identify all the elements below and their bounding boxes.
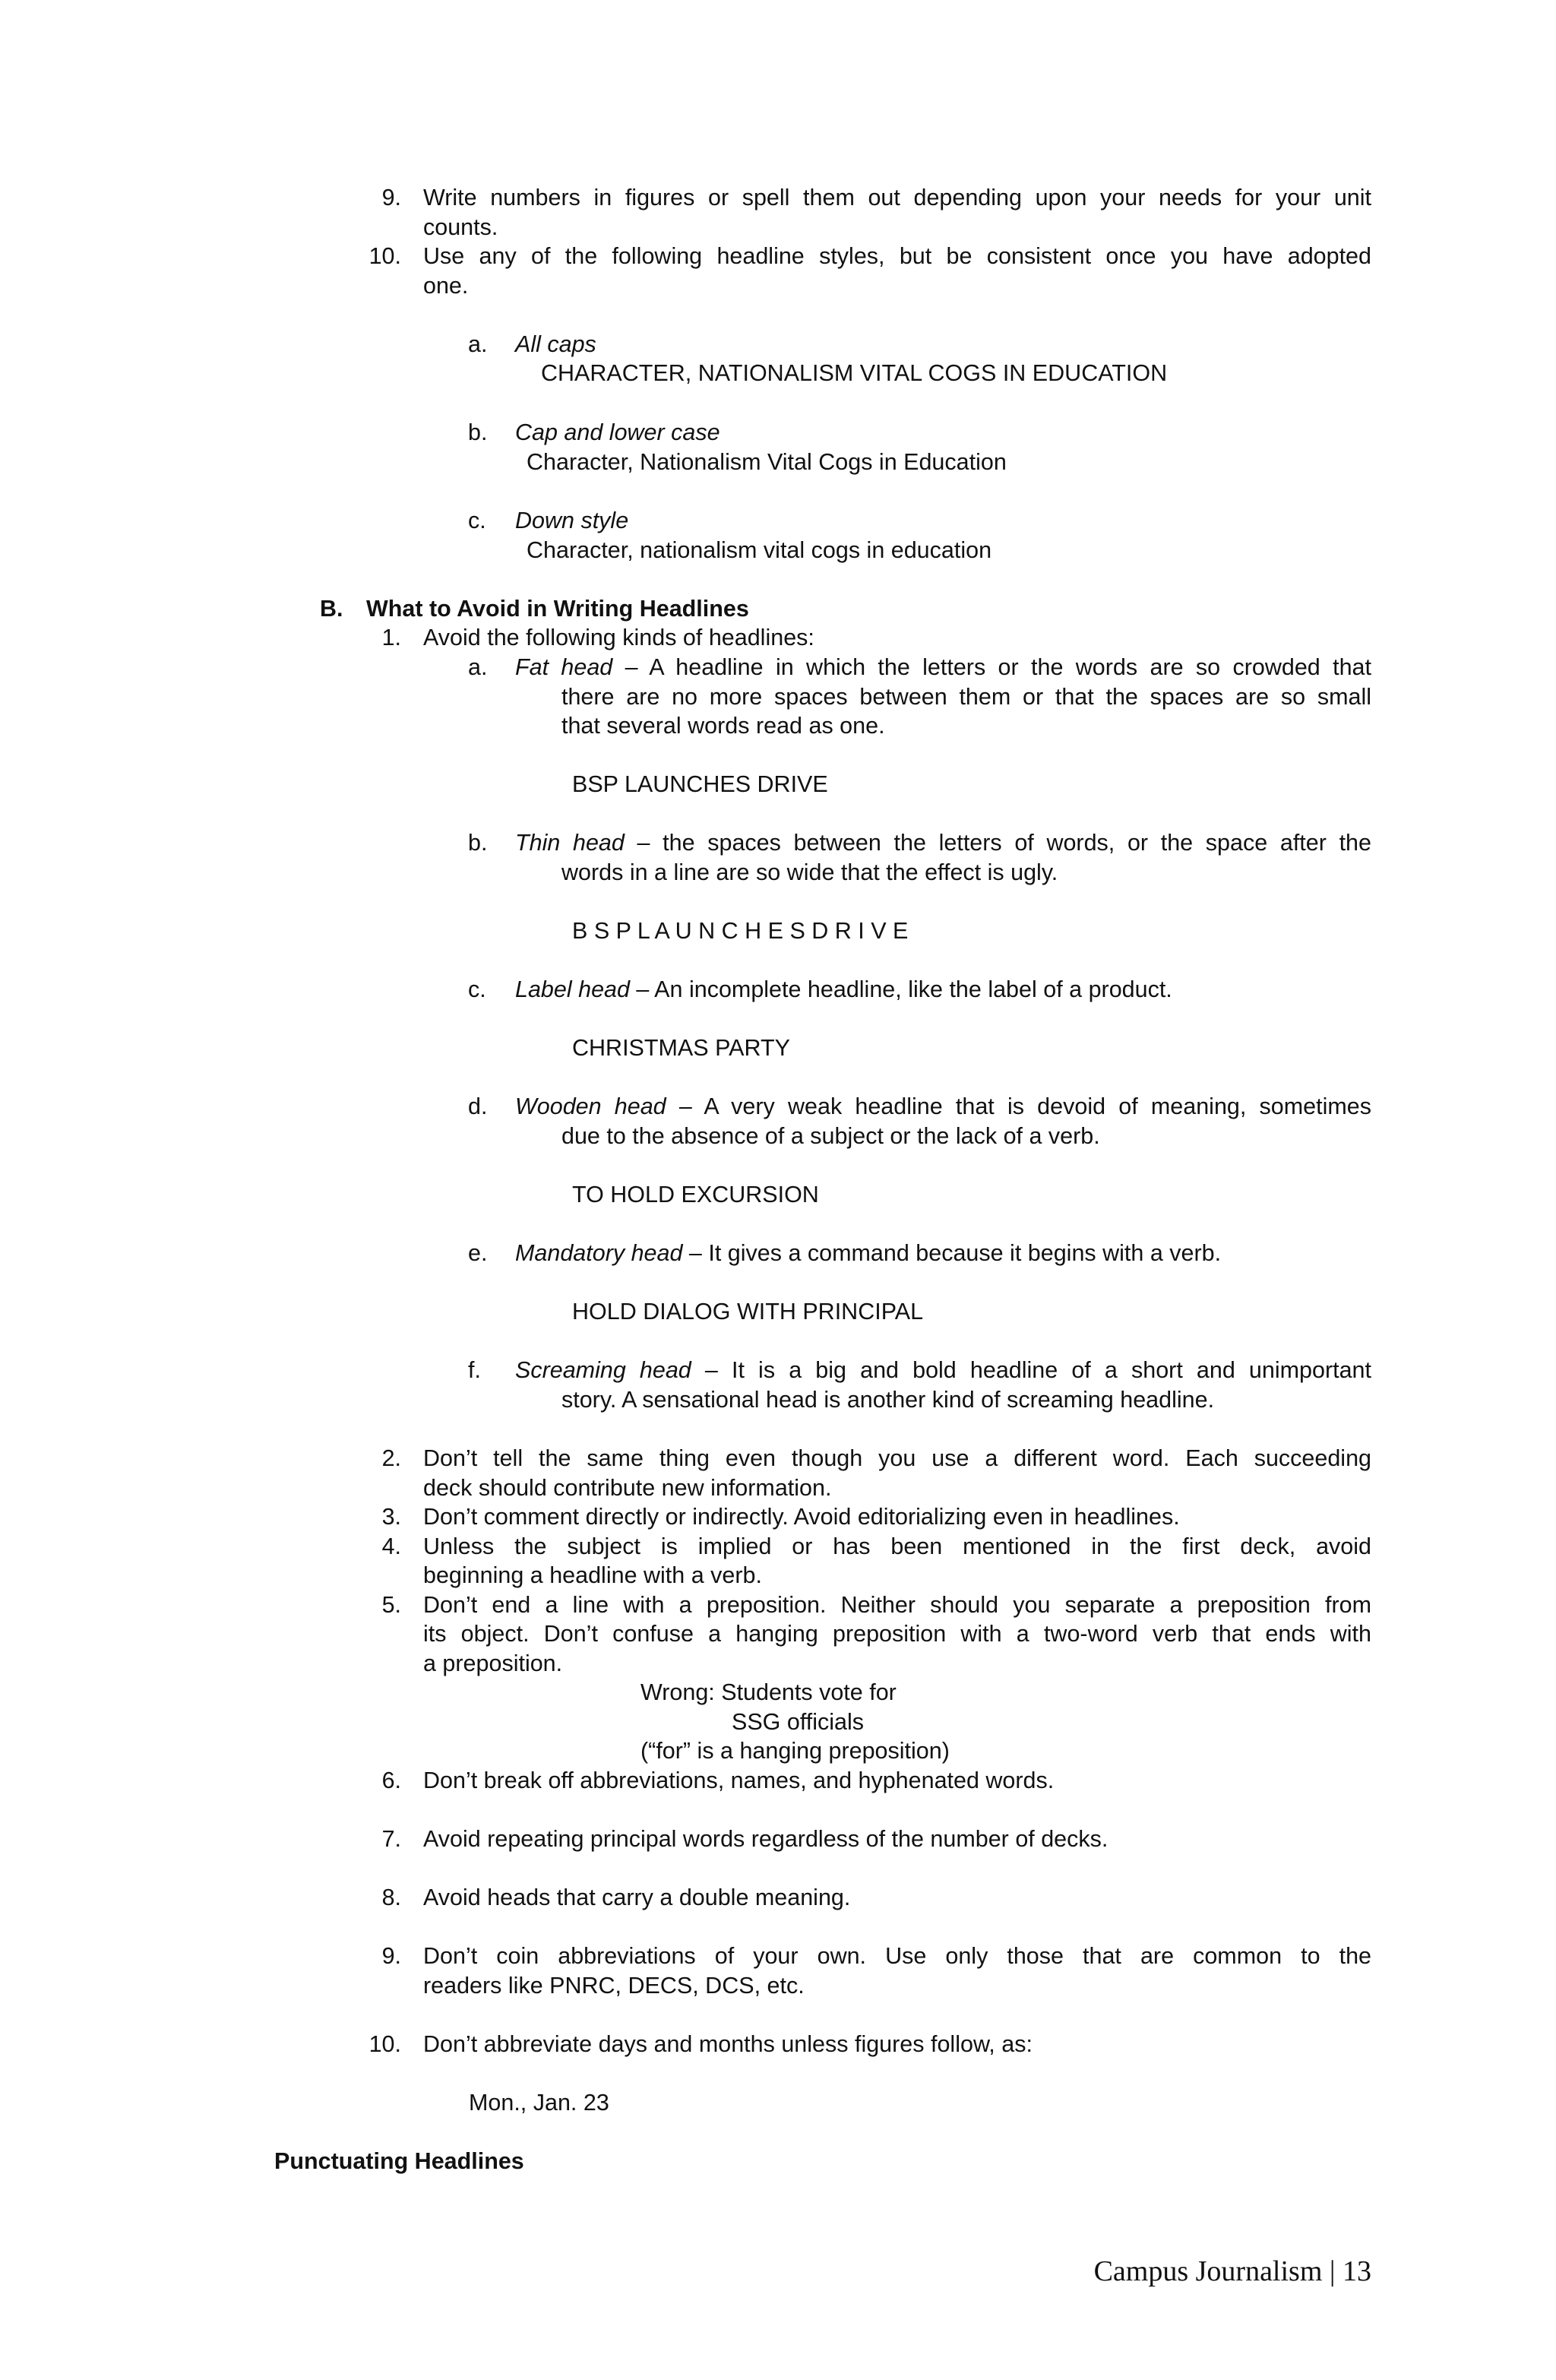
kind-example: B S P L A U N C H E S D R I V E [572,918,909,944]
style-example: Character, nationalism vital cogs in education [527,537,992,563]
rule-text: Don’t tell the same thing even though you use a different word. Each succeeding [423,1445,1371,1471]
kind-example: HOLD DIALOG WITH PRINCIPAL [572,1299,924,1325]
rule-text: Don’t abbreviate days and months unless figures follow, as: [423,2031,1033,2057]
list-number: 8. [381,1885,401,1910]
kind-name: Mandatory head [515,1240,683,1266]
kind-letter: b. [468,830,488,856]
rule-text: readers like PNRC, DECS, DCS, etc. [423,1973,805,1999]
rule-text: Unless the subject is implied or has been mentioned in the first deck, avoid [423,1533,1371,1559]
rule-text: deck should contribute new information. [423,1475,832,1501]
kind-description: due to the absence of a subject or the lack of a verb. [561,1123,1100,1149]
rule-text: Avoid heads that carry a double meaning. [423,1885,851,1910]
list-number: 10. [368,2031,401,2057]
kind-letter: d. [468,1093,488,1119]
kind-name: Fat head [515,654,613,680]
rule-text: Don’t end a line with a preposition. Neither should you separate a preposition from [423,1592,1371,1618]
rule-text: Avoid repeating principal words regardless of the number of decks. [423,1826,1108,1852]
kind-description: Fat head – A headline in which the letters or the words are so crowded that [515,654,1371,680]
kind-letter: a. [468,654,488,680]
kind-name: Wooden head [515,1093,666,1119]
list-number: 10. [368,243,401,269]
kind-description: Screaming head – It is a big and bold headline of a short and unimportant [515,1357,1371,1383]
kind-example: TO HOLD EXCURSION [572,1182,819,1207]
rule-text: its object. Don’t confuse a hanging preposition with a two-word verb that ends with [423,1621,1371,1647]
kind-name: Screaming head [515,1357,691,1383]
kind-letter: c. [468,976,486,1002]
style-letter: b. [468,419,488,445]
style-example: CHARACTER, NATIONALISM VITAL COGS IN EDUCATION [541,360,1168,386]
style-name: All caps [515,331,596,357]
kind-description: story. A sensational head is another kind of screaming headline. [561,1387,1215,1413]
list-number: 9. [381,185,401,210]
rule-text: Don’t break off abbreviations, names, and hyphenated words. [423,1768,1055,1793]
rule-text: Don’t coin abbreviations of your own. Use only those that are common to the [423,1943,1371,1969]
page-footer: Campus Journalism | 13 [1093,2255,1371,2287]
kind-description: Wooden head – A very weak headline that is devoid of meaning, sometimes [515,1093,1371,1119]
list-number: 7. [381,1826,401,1852]
section-heading: Punctuating Headlines [274,2148,524,2174]
list-item-text: Avoid the following kinds of headlines: [423,625,814,650]
rule-example: SSG officials [732,1709,865,1735]
section-title: What to Avoid in Writing Headlines [366,596,749,622]
list-number: 2. [381,1445,401,1471]
kind-letter: f. [468,1357,481,1383]
kind-letter: e. [468,1240,488,1266]
style-example: Character, Nationalism Vital Cogs in Education [527,449,1007,475]
rule-text: beginning a headline with a verb. [423,1562,762,1588]
style-name: Down style [515,508,629,533]
list-item-text: one. [423,273,469,299]
kind-name: Label head [515,976,630,1002]
list-item-text: Use any of the following headline styles, but be consistent once you have adopted [423,243,1371,269]
style-letter: a. [468,331,488,357]
list-item-text: Write numbers in figures or spell them out depending upon your needs for your unit [423,185,1371,210]
rule-text: Don’t comment directly or indirectly. Avoid editorializing even in headlines. [423,1504,1180,1530]
section-label: B. [320,596,343,622]
kind-example: BSP LAUNCHES DRIVE [572,771,828,797]
rule-example-note: (“for” is a hanging preposition) [640,1738,950,1764]
kind-name: Thin head [515,830,625,856]
list-number: 6. [381,1768,401,1793]
list-number: 5. [381,1592,401,1618]
kind-description: words in a line are so wide that the effect is ugly. [561,859,1058,885]
kind-description: that several words read as one. [561,713,885,739]
rule-text: a preposition. [423,1650,563,1676]
kind-description: there are no more spaces between them or that the spaces are so small [561,684,1371,710]
list-number: 9. [381,1943,401,1969]
kind-example: CHRISTMAS PARTY [572,1035,790,1061]
kind-description: Label head – An incomplete headline, like the label of a product. [515,976,1172,1002]
rule-example: Wrong: Students vote for [640,1679,897,1705]
kind-description: Mandatory head – It gives a command because it begins with a verb. [515,1240,1222,1266]
style-name: Cap and lower case [515,419,720,445]
kind-description: Thin head – the spaces between the letters of words, or the space after the [515,830,1371,856]
list-number: 3. [381,1504,401,1530]
style-letter: c. [468,508,486,533]
list-number: 1. [381,625,401,650]
list-number: 4. [381,1533,401,1559]
rule-example: Mon., Jan. 23 [469,2090,609,2116]
list-item-text: counts. [423,214,498,240]
